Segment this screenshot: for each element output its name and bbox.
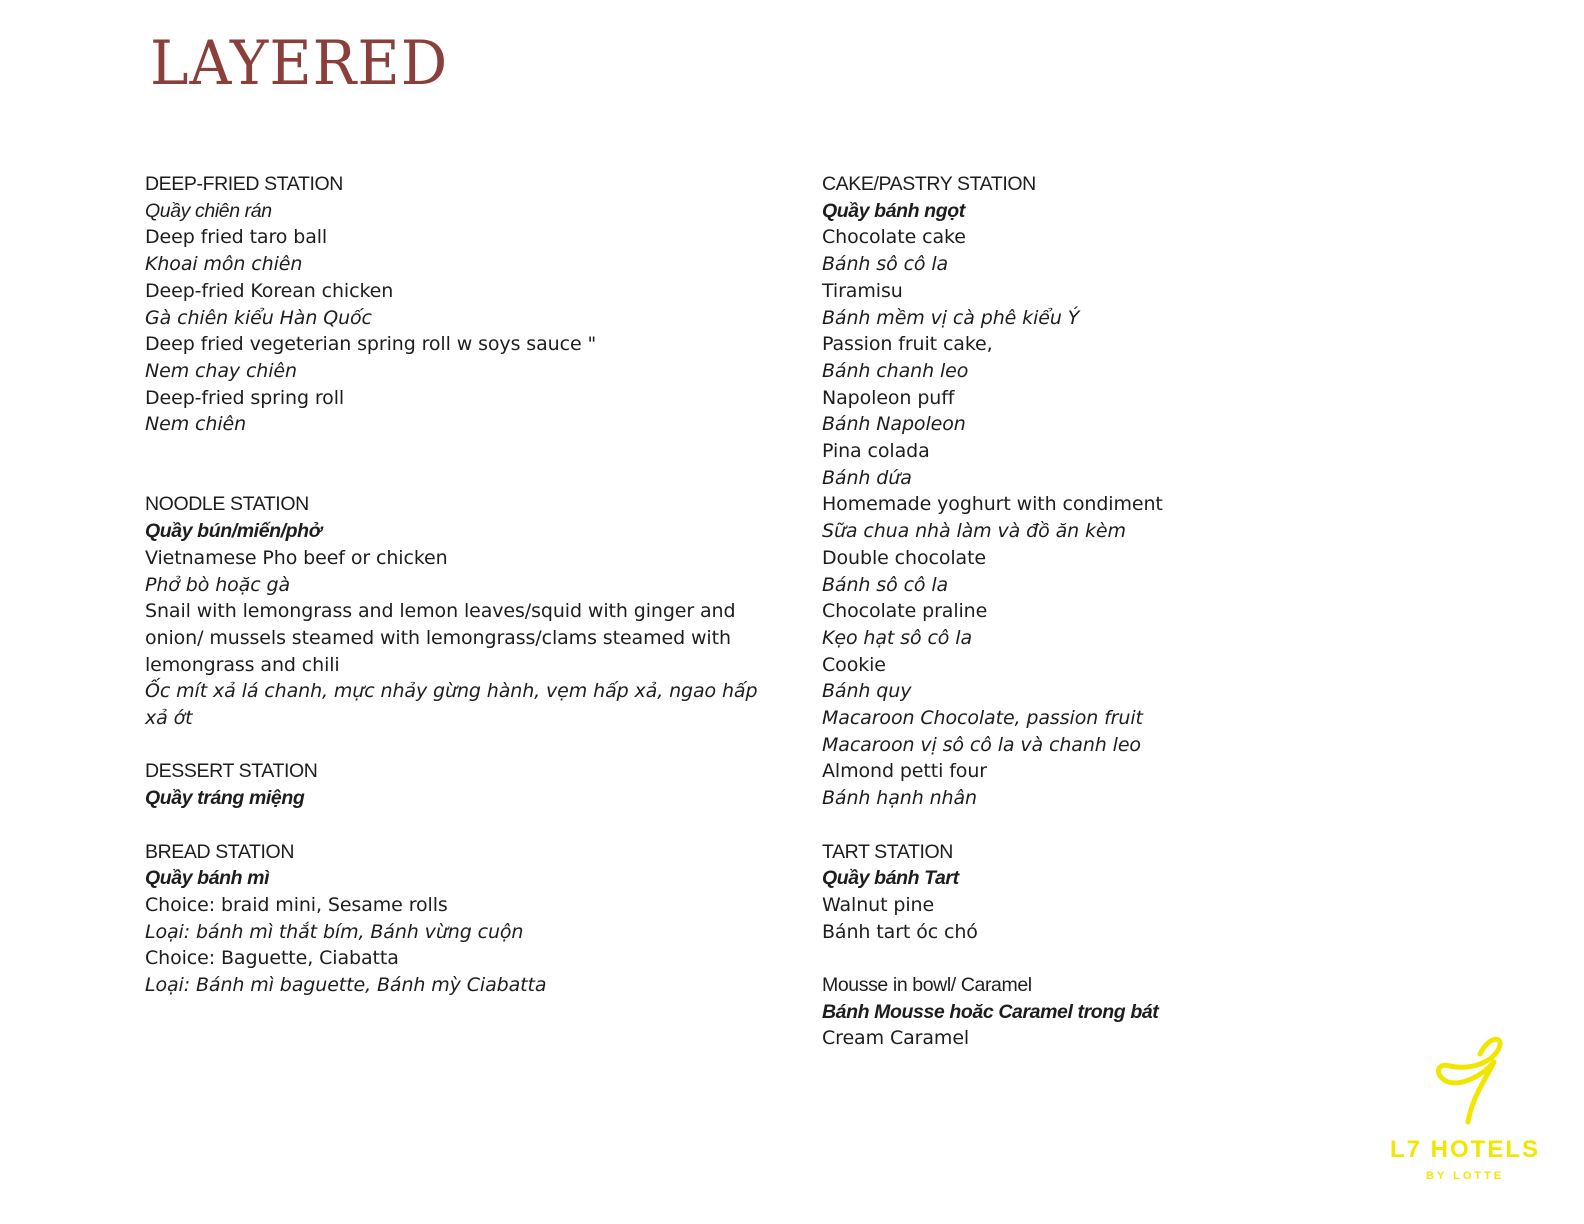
menu-item-english: Choice: braid mini, Sesame rolls [145, 893, 448, 916]
menu-item-english: Homemade yoghurt with condiment [822, 493, 1163, 516]
section-spacer [822, 812, 1462, 839]
menu-item-english: Cream Caramel [822, 1027, 970, 1050]
menu-column-right [822, 171, 1462, 1052]
station-heading: NOODLE STATION [145, 493, 309, 516]
menu-item-vietnamese: Bánh Napoleon [822, 413, 966, 436]
by-lotte-tagline: BY LOTTE [1426, 1170, 1505, 1182]
station-subheading: Bánh Mousse hoăc Caramel trong bát [822, 1000, 1159, 1023]
l7-hotels-wordmark: L7 HOTELS [1390, 1136, 1541, 1163]
menu-item-english: Deep fried taro ball [145, 226, 328, 249]
station-subheading: Quầy bánh ngọt [822, 199, 965, 222]
menu-item-english: Tiramisu [822, 279, 903, 302]
station-subheading: Quầy bánh mì [145, 867, 270, 890]
menu-item-english: Deep-fried Korean chicken [145, 279, 394, 302]
menu-item-english: Passion fruit cake, [822, 333, 993, 356]
section-spacer [145, 438, 785, 491]
menu-item-vietnamese: Loại: Bánh mì baguette, Bánh mỳ Ciabatta [145, 974, 547, 997]
menu-item-english: Chocolate cake [822, 226, 966, 249]
menu-item-vietnamese: Loại: bánh mì thắt bím, Bánh vừng cuộn [145, 920, 524, 943]
menu-item-vietnamese: Bánh sô cô la [822, 253, 949, 276]
menu-item-vietnamese: Sữa chua nhà làm và đồ ăn kèm [822, 520, 1126, 543]
station-heading: CAKE/PASTRY STATION [822, 173, 1036, 195]
menu-item-english: Chocolate praline [822, 600, 988, 623]
station-subheading: Quầy chiên rán [145, 199, 272, 222]
menu-item-english: Vietnamese Pho beef or chicken [145, 546, 448, 569]
station-subheading: Quầy bánh Tart [822, 867, 959, 890]
menu-item-english: Choice: Baguette, Ciabatta [145, 947, 399, 970]
menu-item-vietnamese: Phở bò hoặc gà [145, 573, 290, 596]
menu-item-vietnamese: Gà chiên kiểu Hàn Quốc [145, 306, 372, 329]
station-heading: BREAD STATION [145, 840, 295, 863]
menu-item-vietnamese: Nem chiên [145, 413, 247, 436]
layered-logo: LAYERED [150, 27, 449, 99]
station-subheading: Quầy bún/miến/phở [145, 520, 322, 543]
menu-item-vietnamese: Bánh quy [822, 680, 912, 703]
station-subheading: Quầy tráng miệng [145, 787, 305, 810]
section-spacer [822, 945, 1462, 972]
menu-item-vietnamese: Nem chay chiên [145, 359, 297, 382]
menu-item-vietnamese: Bánh sô cô la [822, 573, 949, 596]
menu-item-english: Deep-fried spring roll [145, 386, 345, 409]
menu-item-english: Double chocolate [822, 546, 987, 569]
menu-item-english: Bánh tart óc chó [822, 920, 978, 943]
menu-item-vietnamese: Ốc mít xả lá chanh, mực nhảy gừng hành, vẹm hấp xả, ngao hấp xả ớt [145, 680, 758, 730]
menu-item-english: Napoleon puff [822, 386, 955, 409]
menu-item-english: Walnut pine [822, 893, 935, 916]
section-spacer [145, 732, 785, 759]
menu-item-english: Almond petti four [822, 760, 987, 783]
station-heading: DEEP-FRIED STATION [145, 173, 343, 195]
menu-item-vietnamese: Macaroon Chocolate, passion fruit [822, 707, 1143, 730]
menu-item-vietnamese: Macaroon vị sô cô la và chanh leo [822, 733, 1141, 756]
station-heading: DESSERT STATION [145, 760, 318, 783]
menu-item-english: Deep fried vegeterian spring roll w soys sauce " [145, 333, 597, 356]
menu-item-vietnamese: Bánh chanh leo [822, 359, 969, 382]
menu-column-left [145, 171, 785, 999]
menu-item-vietnamese: Bánh dứa [822, 466, 912, 489]
l7-hotels-logo [1388, 1022, 1548, 1192]
menu-item-vietnamese: Bánh mềm vị cà phê kiểu Ý [822, 306, 1080, 329]
menu-item-english: Cookie [822, 653, 886, 676]
menu-item-vietnamese: Khoai môn chiên [145, 253, 303, 276]
menu-item-vietnamese: Bánh hạnh nhân [822, 787, 977, 810]
menu-item-vietnamese: Kẹo hạt sô cô la [822, 626, 972, 649]
section-spacer [145, 812, 785, 839]
menu-item-english: Snail with lemongrass and lemon leaves/squid with ginger and onion/ mussels steamed with lemongrass/clams steamed with lemongrass and chili [145, 600, 736, 676]
l7-script-icon [1428, 1026, 1508, 1126]
menu-item-english: Pina colada [822, 440, 930, 463]
station-heading: TART STATION [822, 840, 953, 863]
station-heading: Mousse in bowl/ Caramel [822, 974, 1032, 997]
